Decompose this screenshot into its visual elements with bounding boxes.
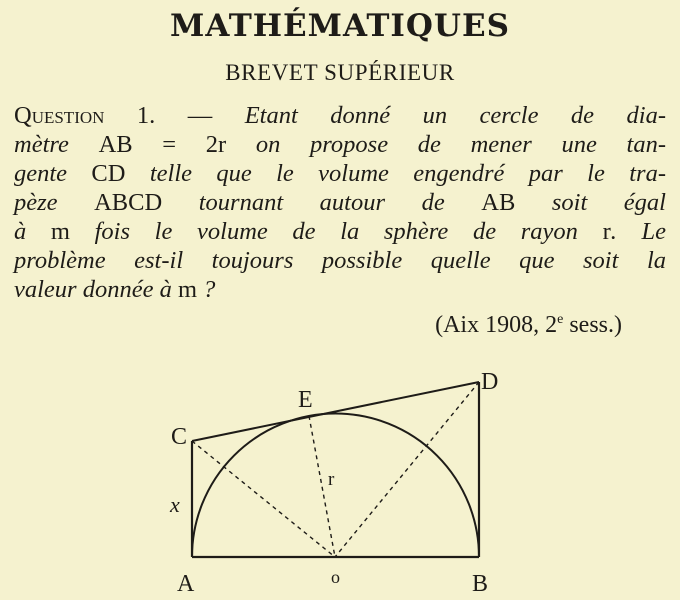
- question-line-1-text: Etant donné un cercle de dia-: [244, 102, 666, 129]
- question-line-5-c: fois le volume de la sphère de rayon: [69, 218, 603, 245]
- label-c: C: [171, 424, 188, 450]
- question-line-4-e: soit égal: [515, 189, 666, 216]
- question-line-4-d: AB: [481, 189, 516, 216]
- source-text: (Aix 1908, 2: [435, 312, 558, 338]
- question-line-7-c: ?: [197, 276, 216, 303]
- question-line-3-b: CD: [91, 160, 126, 187]
- question-line-7-b: m: [177, 276, 198, 303]
- question-line-7-a: valeur donnée à: [14, 276, 178, 303]
- tangent-cd: [192, 382, 479, 441]
- question-line-4-a: pèze: [14, 189, 95, 216]
- source-superscript: e: [557, 312, 564, 327]
- question-label: Question 1.: [14, 102, 156, 129]
- question-line-4-b: ABCD: [94, 189, 163, 216]
- source-end: sess.): [563, 312, 622, 338]
- question-line-4-c: tournant autour de: [162, 189, 482, 216]
- label-o: o: [331, 567, 340, 587]
- label-x: x: [170, 492, 180, 517]
- question-line-5-d: r: [602, 218, 611, 245]
- label-e: E: [298, 387, 313, 413]
- page-title: MATHÉMATIQUES: [170, 8, 510, 44]
- question-line-3-c: telle que le volume engendré par le tra-: [125, 160, 666, 187]
- question-dash: —: [155, 102, 245, 129]
- question-line-2-c: on propose de mener une tan-: [226, 131, 666, 158]
- label-b: B: [472, 571, 489, 597]
- semicircle: [192, 414, 479, 558]
- dashed-do: [335, 382, 479, 557]
- label-r: r: [328, 469, 335, 490]
- question-line-6-text: problème est-il toujours possible quelle que soit la: [14, 247, 666, 274]
- dashed-co: [192, 441, 335, 557]
- question-line-3-a: gente: [14, 160, 92, 187]
- question-line-5-a: à: [14, 218, 51, 245]
- page-subtitle: BREVET SUPÉRIEUR: [225, 60, 455, 85]
- label-d: D: [481, 369, 499, 395]
- question-line-2-a: mètre: [14, 131, 99, 158]
- question-line-5-b: m: [50, 218, 70, 245]
- question-line-2-b: AB = 2r: [98, 131, 227, 158]
- label-a: A: [177, 571, 195, 597]
- question-line-5-e: . Le: [610, 218, 667, 245]
